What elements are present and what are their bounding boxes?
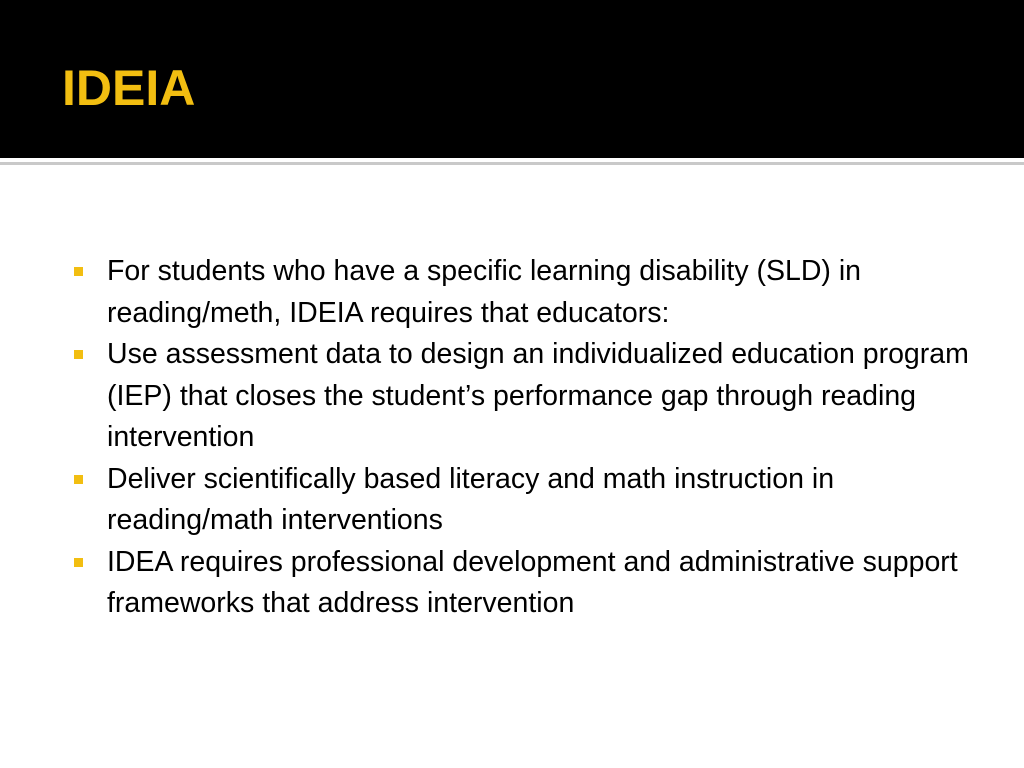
bullet-item: [72, 334, 977, 459]
square-bullet-icon: [74, 350, 83, 359]
bullet-text: Use assessment data to design an individualized education program (IEP) that closes the student’s performance gap through reading intervention: [107, 338, 969, 453]
bullet-item: [72, 542, 977, 625]
title-bar: [0, 0, 1024, 158]
bullet-text: IDEA requires professional development and administrative support frameworks that address intervention: [107, 545, 958, 619]
slide-title: IDEIA: [62, 60, 196, 116]
title-divider: [0, 162, 1024, 165]
bullet-item: [72, 459, 977, 542]
bullet-text: For students who have a specific learning disability (SLD) in reading/meth, IDEIA requires that educators:: [107, 255, 862, 329]
square-bullet-icon: [74, 558, 83, 567]
bullet-item: [72, 251, 977, 334]
square-bullet-icon: [74, 267, 83, 276]
bullet-text: Deliver scientifically based literacy and math instruction in reading/math interventions: [107, 462, 835, 536]
square-bullet-icon: [74, 475, 83, 484]
bullet-list: [72, 251, 977, 625]
